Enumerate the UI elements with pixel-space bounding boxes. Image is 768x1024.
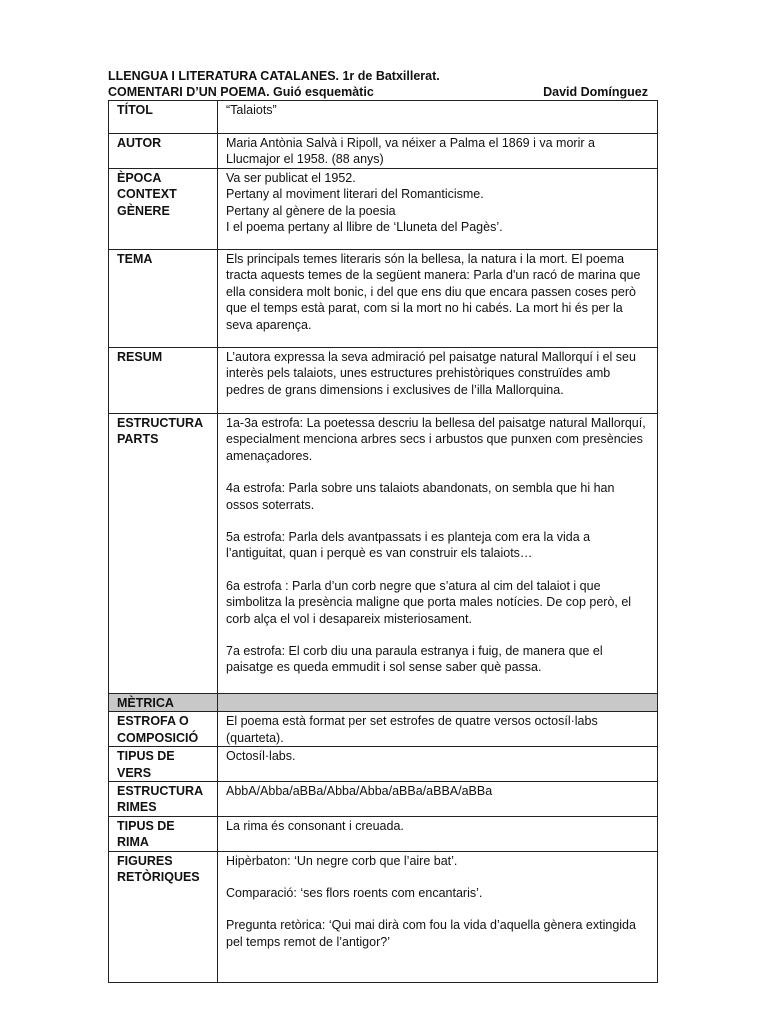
estructura-paragraph-4: 6a estrofa : Parla d’un corb negre que s’atura al cim del talaiot i que simbolitza la presència maligne que porta males notícies. De cop però, el corb alça el vol i desapareix misteriosament. [226, 578, 632, 626]
row-metrica [109, 694, 658, 712]
value-titol: “Talaiots” [218, 101, 658, 134]
label-epoca-2: CONTEXT [117, 187, 177, 202]
label-epoca-3: GÈNERE [117, 203, 170, 218]
label-figures [109, 851, 218, 982]
header-course: LLENGUA I LITERATURA CATALANES. 1r de Batxillerat. [108, 69, 440, 83]
row-figures [109, 851, 658, 982]
row-tipus-rima [109, 816, 658, 851]
header-assignment: COMENTARI D’UN POEMA. Guió esquemàtic [108, 85, 374, 99]
commentary-table [108, 100, 658, 983]
label-estrofa [109, 712, 218, 747]
label-autor: AUTOR [109, 134, 218, 169]
label-rimes [109, 782, 218, 817]
value-resum: L’autora expressa la seva admiració pel paisatge natural Mallorquí i el seu interès pels talaiots, unes estructures prehistòriques construïdes amb pedres de grans dimensions i exclusives de l’illa Mallorquina. [218, 348, 658, 414]
row-estrofa [109, 712, 658, 747]
label-epoca [109, 169, 218, 250]
label-figures-2: RETÒRIQUES [117, 870, 200, 885]
figures-paragraph-3: Pregunta retòrica: ‘Qui mai dirà com fou la vida d’aquella gènera extingida pel temps remot de l’antigor?’ [226, 918, 636, 949]
row-autor [109, 134, 658, 169]
label-estructura-2: PARTS [117, 432, 159, 447]
epoca-line-4: I el poema pertany al llibre de ‘Lluneta del Pagès’. [226, 220, 503, 235]
label-tipus-vers: TIPUS DE VERS [109, 747, 218, 782]
label-resum: RESUM [109, 348, 218, 414]
epoca-line-1: Va ser publicat el 1952. [226, 171, 356, 185]
label-rimes-1: ESTRUCTURA [117, 784, 204, 799]
row-tema [109, 250, 658, 348]
row-resum [109, 348, 658, 414]
label-titol: TÍTOL [109, 101, 218, 134]
value-tipus-rima: La rima és consonant i creuada. [218, 816, 658, 851]
figures-paragraph-2: Comparació: ‘ses flors roents com encantaris’. [226, 886, 483, 901]
epoca-line-3: Pertany al gènere de la poesia [226, 203, 396, 218]
value-rimes: AbbA/Abba/aBBa/Abba/Abba/aBBa/aBBA/aBBa [218, 782, 658, 817]
row-tipus-vers [109, 747, 658, 782]
epoca-line-2: Pertany al moviment literari del Romanticisme. [226, 187, 484, 202]
estructura-paragraph-2: 4a estrofa: Parla sobre uns talaiots abandonats, on sembla que hi han ossos soterrats. [226, 481, 615, 512]
estructura-paragraph-5: 7a estrofa: El corb diu una paraula estranya i fuig, de manera que el paisatge es queda emmudit i sol sense saber què passa. [226, 644, 603, 675]
label-tema: TEMA [109, 250, 218, 348]
value-figures [218, 851, 658, 982]
value-estrofa: El poema està format per set estrofes de quatre versos octosíl·labs (quarteta). [218, 712, 658, 747]
row-rimes [109, 782, 658, 817]
row-epoca [109, 169, 658, 250]
value-metrica [218, 694, 658, 712]
value-autor: Maria Antònia Salvà i Ripoll, va néixer a Palma el 1869 i va morir a Llucmajor el 1958. (88 anys) [218, 134, 658, 169]
label-tipus-rima: TIPUS DE RIMA [109, 816, 218, 851]
document-header [108, 68, 658, 100]
label-estructura [109, 414, 218, 694]
row-estructura [109, 414, 658, 694]
value-tipus-vers: Octosíl·labs. [218, 747, 658, 782]
label-estrofa-2: COMPOSICIÓ [117, 730, 199, 745]
header-author: David Domínguez [543, 85, 648, 99]
estructura-paragraph-1: 1a-3a estrofa: La poetessa descriu la bellesa del paisatge natural Mallorquí, especialment menciona arbres secs i arbustos que punxen com presències amenaçadores. [226, 416, 646, 463]
label-estrofa-1: ESTROFA O [117, 714, 189, 729]
value-epoca [218, 169, 658, 250]
value-tema: Els principals temes literaris són la bellesa, la natura i la mort. El poema tracta aquests temes de la següent manera: Parla d'un racó de marina que ella considera molt bonic, i del que ens diu que encara passen coses però que el temps està parat, com si la mort no hi cabés. La mort hi és per la seva aparença. [218, 250, 658, 348]
label-rimes-2: RIMES [117, 800, 157, 815]
row-titol [109, 101, 658, 134]
estructura-paragraph-3: 5a estrofa: Parla dels avantpassats i es planteja com era la vida a l’antiguitat, quan i perquè es van construir els talaiots… [226, 530, 591, 561]
figures-paragraph-1: Hipèrbaton: ‘Un negre corb que l’aire bat’. [226, 853, 458, 868]
label-estructura-1: ESTRUCTURA [117, 416, 204, 430]
label-figures-1: FIGURES [117, 853, 173, 868]
label-epoca-1: ÈPOCA [117, 171, 162, 185]
value-estructura [218, 414, 658, 694]
label-metrica: MÈTRICA [109, 694, 218, 712]
